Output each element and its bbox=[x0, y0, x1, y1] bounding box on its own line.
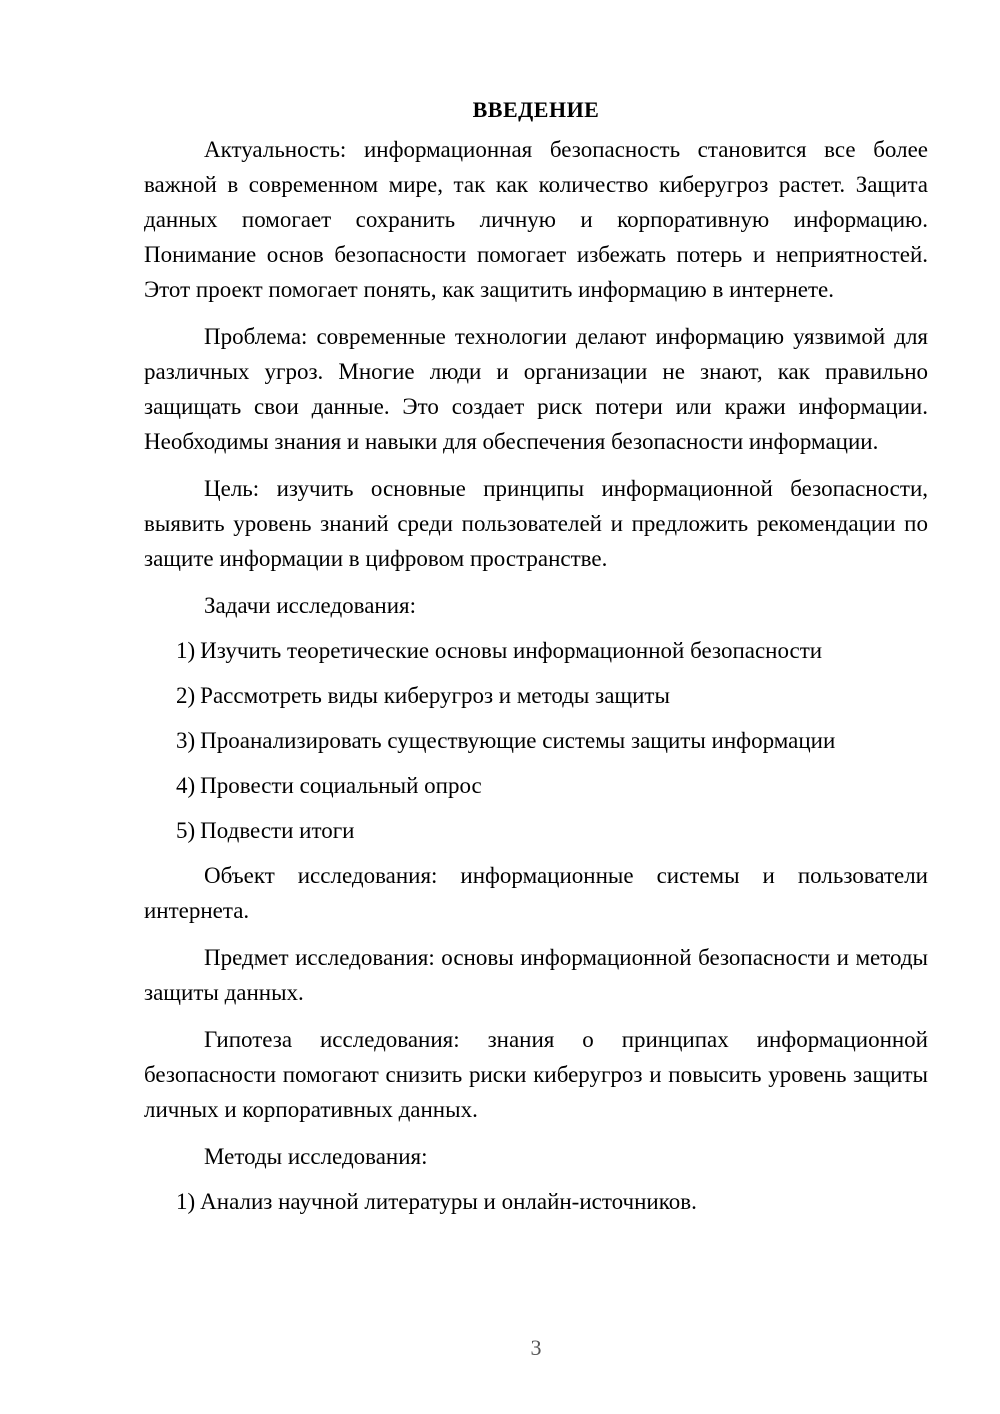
task-text: Подвести итоги bbox=[200, 818, 355, 843]
problem-paragraph: Проблема: современные технологии делают информацию уязвимой для различных угроз. Многие люди и организации не знают, как правильно защищать свои данные. Это создает риск потери или кражи информации. Необходимы знания и навыки для обеспечения безопасности информации. bbox=[144, 324, 928, 454]
page-title: ВВЕДЕНИЕ bbox=[472, 97, 600, 122]
object-paragraph: Объект исследования: информационные системы и пользователи интернета. bbox=[144, 863, 928, 923]
task-text: Изучить теоретические основы информационной безопасности bbox=[200, 638, 823, 663]
tasks-heading: Задачи исследования: bbox=[204, 593, 417, 618]
method-item bbox=[144, 1184, 928, 1219]
subject-paragraph: Предмет исследования: основы информационной безопасности и методы защиты данных. bbox=[144, 945, 928, 1005]
task-item bbox=[144, 813, 928, 848]
task-item bbox=[144, 633, 928, 668]
task-number: 3) bbox=[176, 728, 196, 753]
page-content bbox=[144, 92, 928, 1229]
task-text: Провести социальный опрос bbox=[200, 773, 482, 798]
tasks-list bbox=[144, 633, 928, 848]
goal-paragraph: Цель: изучить основные принципы информационной безопасности, выявить уровень знаний среди пользователей и предложить рекомендации по защите информации в цифровом пространстве. bbox=[144, 476, 928, 571]
methods-list bbox=[144, 1184, 928, 1219]
method-number: 1) bbox=[176, 1189, 196, 1214]
task-item bbox=[144, 768, 928, 803]
task-number: 1) bbox=[176, 638, 196, 663]
task-item bbox=[144, 678, 928, 713]
hypothesis-paragraph: Гипотеза исследования: знания о принципах информационной безопасности помогают снизить риски киберугроз и повысить уровень защиты личных и корпоративных данных. bbox=[144, 1027, 928, 1122]
task-item bbox=[144, 723, 928, 758]
methods-heading: Методы исследования: bbox=[204, 1144, 428, 1169]
method-text: Анализ научной литературы и онлайн-источников. bbox=[200, 1189, 697, 1214]
task-number: 4) bbox=[176, 773, 196, 798]
page-number: 3 bbox=[530, 1335, 542, 1360]
task-number: 5) bbox=[176, 818, 196, 843]
task-text: Проанализировать существующие системы защиты информации bbox=[200, 728, 836, 753]
relevance-paragraph: Актуальность: информационная безопасность становится все более важной в современном мире, так как количество киберугроз растет. Защита данных помогает сохранить личную и корпоративную информацию. Понимание основ безопасности помогает избежать потерь и неприятностей. Этот проект помогает понять, как защитить информацию в интернете. bbox=[144, 137, 928, 302]
task-number: 2) bbox=[176, 683, 196, 708]
task-text: Рассмотреть виды киберугроз и методы защиты bbox=[200, 683, 670, 708]
